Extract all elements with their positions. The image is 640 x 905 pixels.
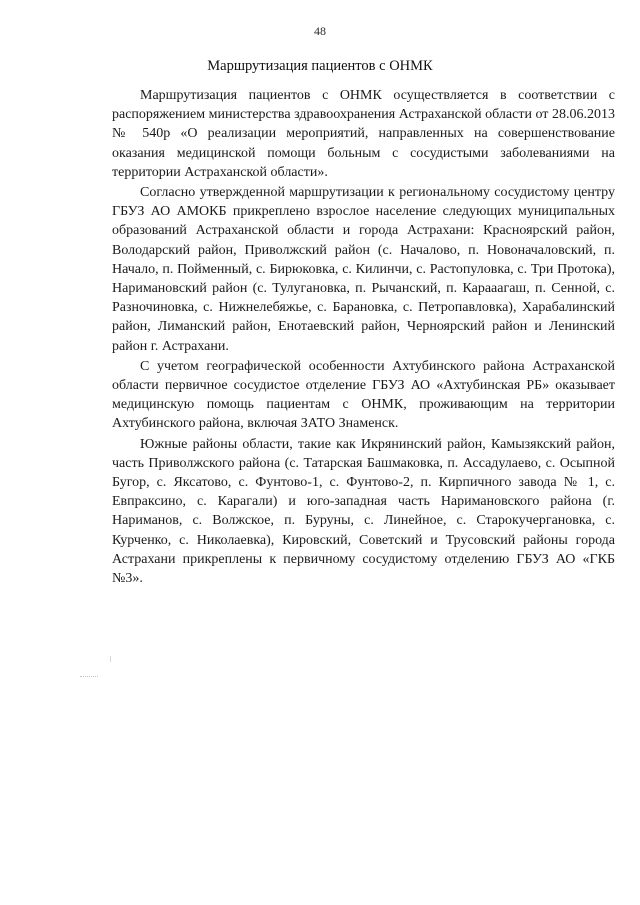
document-title: Маршрутизация пациентов с ОНМК bbox=[207, 58, 433, 74]
paragraph-regional-center: Согласно утвержденной маршрутизации к региональному сосудистому центру ГБУЗ АО АМОКБ прикреплено взрослое население следующих муниципальных образований Астраханской области и города Астрахани: Красноярский район, Володарский район, Приволжский район (с. Началово, п. Новоначаловский, п. Начало, п. Пойменный, с. Бирюковка, с. Килинчи, с. Растопуловка, с. Три Протока), Наримановский район (с. Тулугановка, п. Рычанский, п. Карааагаш, п. Сенной, с. Разночиновка, с. Нижнелебяжье, с. Барановка, с. Петропавловка), Харабалинский район, Лиманский район, Енотаевский район, Черноярский район и Ленинский район г. Астрахани. bbox=[112, 185, 615, 354]
paragraph-routing-basis: Маршрутизация пациентов с ОНМК осуществляется в соответствии с распоряжением министерства здравоохранения Астраханской области от 28.06.2013 № 540р «О реализации мероприятий, направленных на совершенствование оказания медицинской помощи больным с сосудистыми заболеваниями на территории Астраханской области». bbox=[112, 88, 615, 180]
document-body bbox=[112, 86, 615, 589]
paragraph-southern-districts: Южные районы области, такие как Икрянинский район, Камызякский район, часть Приволжского района (с. Татарская Башмаковка, п. Ассадулаево, с. Осыпной Бугор, с. Яксатово, с. Фунтово-1, с. Фунтово-2, п. Кирпичного завода № 1, с. Евпраксино, с. Карагали) и юго-западная часть Наримановского района (г. Нариманов, с. Волжское, п. Буруны, с. Линейное, с. Старокучергановка, с. Курченко, с. Николаевка), Кировский, Советский и Трусовский районы города Астрахани прикреплены к первичному сосудистому отделению ГБУЗ АО «ГКБ №3». bbox=[112, 436, 615, 587]
paragraph-akhtubinsk: С учетом географической особенности Ахтубинского района Астраханской области первичное сосудистое отделение ГБУЗ АО «Ахтубинская РБ» оказывает медицинскую помощь пациентам с ОНМК, проживающим на территории Ахтубинского района, включая ЗАТО Знаменск. bbox=[112, 358, 615, 432]
scan-artifact bbox=[80, 676, 98, 680]
page-number: 48 bbox=[314, 24, 326, 38]
scan-artifact bbox=[110, 656, 111, 662]
